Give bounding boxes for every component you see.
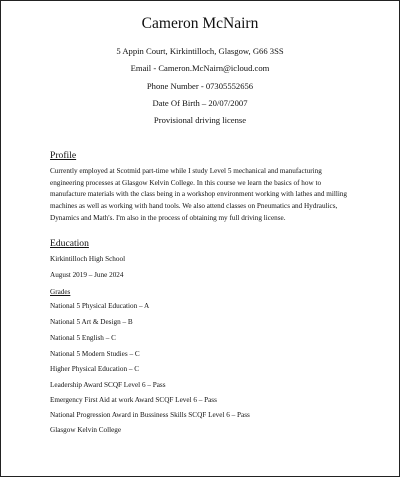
email-line: Email - Cameron.McNairn@icloud.com: [130, 63, 270, 73]
grade-item: Emergency First Aid at work Award SCQF Level 6 – Pass: [50, 396, 217, 404]
college-name: Glasgow Kelvin College: [50, 426, 122, 434]
grades-heading: Grades: [50, 288, 71, 296]
license-line: Provisional driving license: [153, 115, 247, 125]
education-heading: Education: [50, 238, 89, 249]
profile-paragraph: Currently employed at Scotmid part-time while I study Level 5 mechanical and manufacturing engineering processes at Glasgow Kelvin College. In this course we learn the basics of how to manufacture materials with the class being in a workshop environment working with lathes and milling machines as well as working with hand tools. We also attend classes on Pneumatics and Hydraulics, Dynamics and Math's. I'm also in the process of obtaining my full driving license.: [50, 167, 348, 222]
grade-item: National 5 Modern Studies – C: [50, 350, 140, 358]
grade-item: Higher Physical Education – C: [50, 365, 140, 373]
grade-item: National Progression Award in Bussiness Skills SCQF Level 6 – Pass: [50, 411, 250, 419]
grade-item: National 5 Art & Design – B: [50, 318, 133, 326]
grade-item: Leadership Award SCQF Level 6 – Pass: [50, 381, 166, 389]
school-name: Kirkintilloch High School: [50, 255, 126, 263]
dob-line: Date Of Birth – 20/07/2007: [152, 98, 248, 108]
school-dates: August 2019 – June 2024: [50, 271, 124, 279]
grade-item: National 5 English – C: [50, 334, 116, 342]
profile-heading: Profile: [50, 150, 77, 161]
phone-line: Phone Number - 07305552656: [146, 81, 254, 91]
grade-item: National 5 Physical Education – A: [50, 302, 150, 310]
candidate-name: Cameron McNairn: [141, 15, 259, 32]
address-line: 5 Appin Court, Kirkintilloch, Glasgow, G66 3SS: [116, 46, 284, 56]
